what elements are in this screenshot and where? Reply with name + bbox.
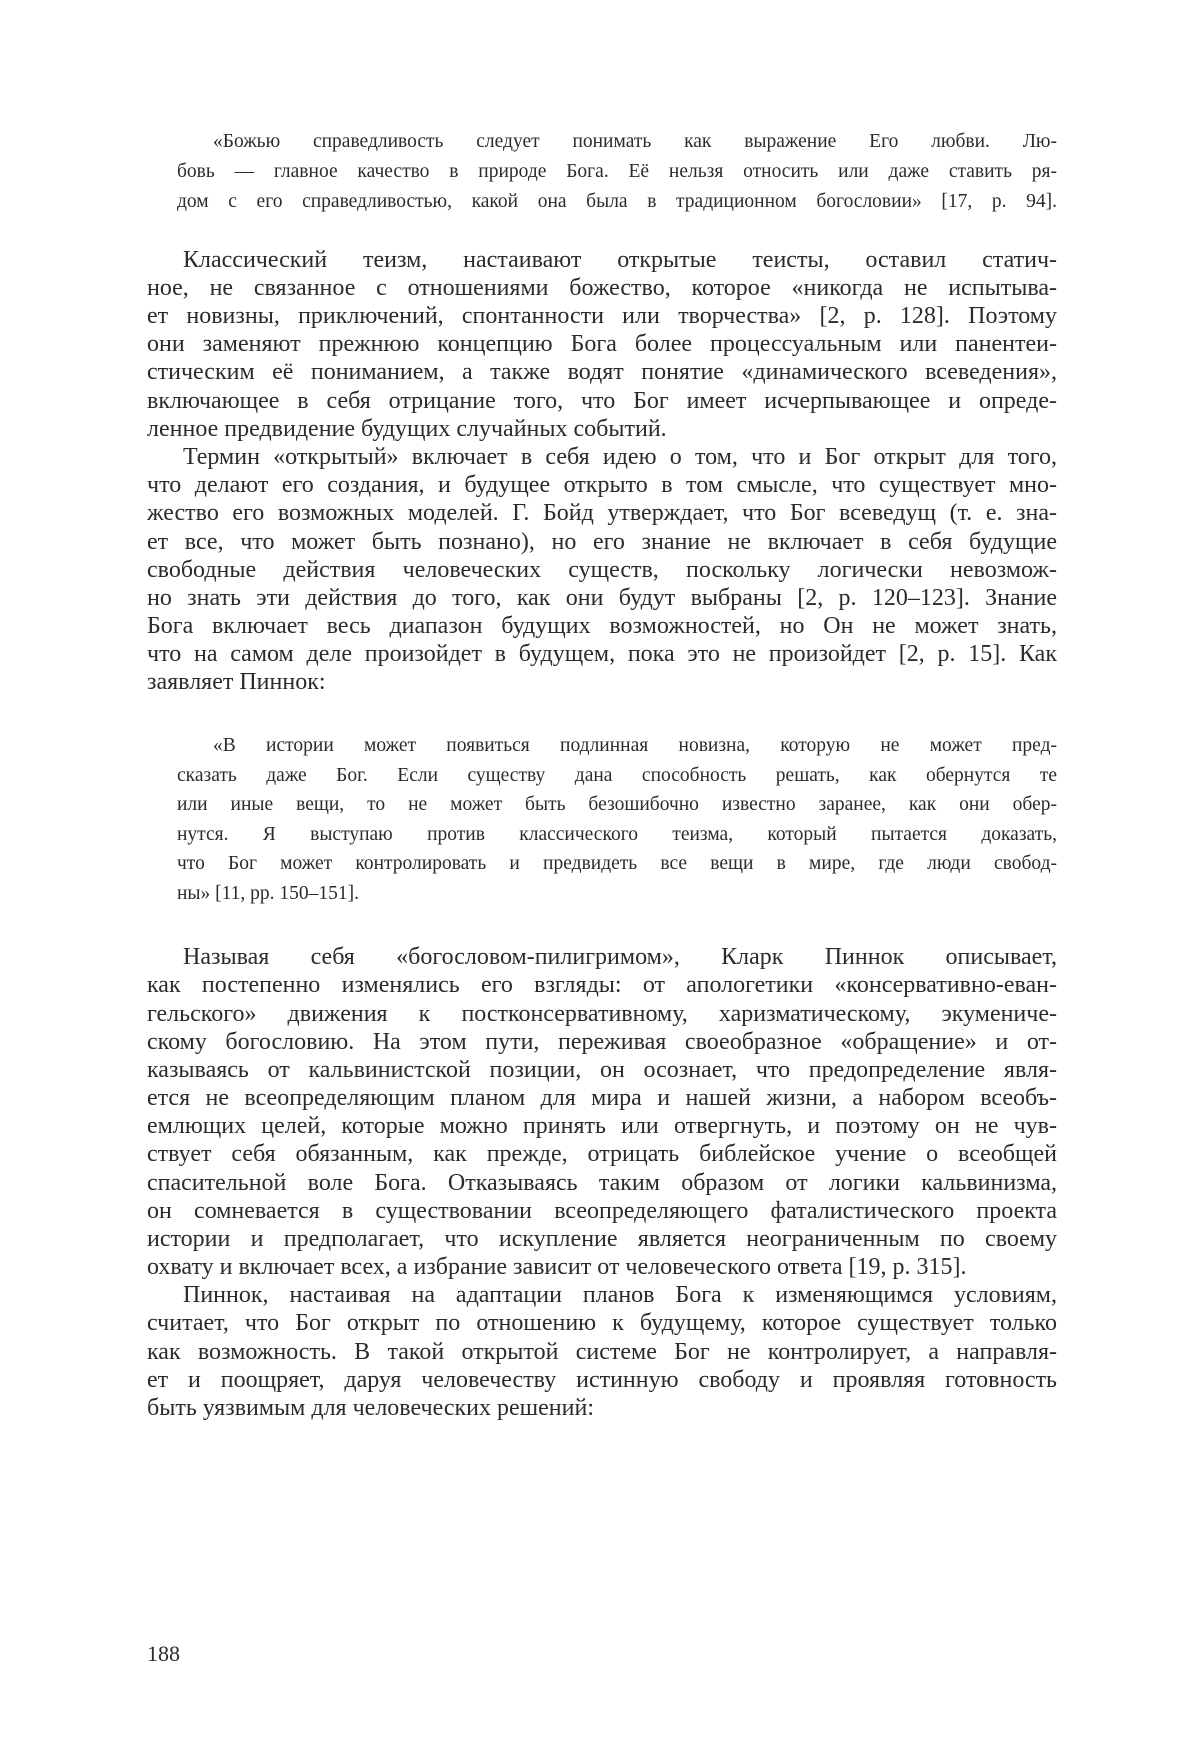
text-line: что на самом деле произойдет в будущем, пока это не произойдет [2, p. 15]. Как <box>147 641 1057 667</box>
text-line: истории и предполагает, что искупление является неограниченным по своему <box>147 1226 1057 1252</box>
quote-line: бовь — главное качество в природе Бога. Её нельзя относить или даже ставить ря- <box>177 161 1057 182</box>
text-line: охвату и включает всех, а избрание зависит от человеческого ответа [19, p. 315]. <box>147 1254 967 1280</box>
text-line: спасительной воле Бога. Отказываясь таким образом от логики кальвинизма, <box>147 1170 1057 1196</box>
quote-line: ны» [11, pp. 150–151]. <box>177 883 360 904</box>
quote-line: «В истории может появиться подлинная новизна, которую не может пред- <box>213 735 1057 756</box>
text-line: он сомневается в существовании всеопределяющего фаталистического проекта <box>147 1198 1057 1224</box>
quote-line: сказать даже Бог. Если существу дана способность решать, как обернутся те <box>177 765 1057 786</box>
text-line: включающее в себя отрицание того, что Бог имеет исчерпывающее и опреде- <box>147 388 1057 414</box>
text-line: ет и поощряет, даруя человечеству истинную свободу и проявляя готовность <box>147 1367 1057 1393</box>
text-line: ет все, что может быть познано), но его знание не включает в себя будущие <box>147 529 1057 555</box>
text-line: ствует себя обязанным, как прежде, отрицать библейское учение о всеобщей <box>147 1141 1057 1167</box>
text-line: ленное предвидение будущих случайных событий. <box>147 416 667 442</box>
quote-line: или иные вещи, то не может быть безошибочно известно заранее, как они обер- <box>177 794 1057 815</box>
text-line: что делают его создания, и будущее открыто в том смысле, что существует мно- <box>147 472 1057 498</box>
text-line: быть уязвимым для человеческих решений: <box>147 1395 594 1421</box>
text-line: Бога включает весь диапазон будущих возможностей, но Он не может знать, <box>147 613 1057 639</box>
text-line: гельского» движения к постконсервативному, харизматическому, экумениче- <box>147 1001 1057 1027</box>
text-line: они заменяют прежнюю концепцию Бога более процессуальным или панентеи- <box>147 331 1057 357</box>
text-line: ное, не связанное с отношениями божество, которое «никогда не испытыва- <box>147 275 1057 301</box>
text-line: стическим её пониманием, а также водят понятие «динамического всеведения», <box>147 359 1057 385</box>
text-line: Термин «открытый» включает в себя идею о том, что и Бог открыт для того, <box>183 444 1057 470</box>
text-line: емлющих целей, которые можно принять или отвергнуть, и поэтому он не чув- <box>147 1113 1057 1139</box>
text-line: Классический теизм, настаивают открытые теисты, оставил статич- <box>183 247 1057 273</box>
text-line: свободные действия человеческих существ, поскольку логически невозмож- <box>147 557 1057 583</box>
page-number: 188 <box>147 1641 180 1666</box>
text-line: Пиннок, настаивая на адаптации планов Бога к изменяющимся условиям, <box>183 1282 1057 1308</box>
text-line: Называя себя «богословом-пилигримом», Кларк Пиннок описывает, <box>183 944 1057 970</box>
quote-line: что Бог может контролировать и предвидеть все вещи в мире, где люди свобод- <box>177 853 1057 874</box>
quote-line: нутся. Я выступаю против классического теизма, который пытается доказать, <box>177 824 1057 845</box>
text-line: скому богословию. На этом пути, переживая своеобразное «обращение» и от- <box>147 1029 1057 1055</box>
text-line: заявляет Пиннок: <box>147 669 326 695</box>
quote-line: «Божью справедливость следует понимать как выражение Его любви. Лю- <box>213 131 1057 152</box>
text-line: жество его возможных моделей. Г. Бойд утверждает, что Бог всеведущ (т. е. зна- <box>147 500 1057 526</box>
text-line: казываясь от кальвинистской позиции, он осознает, что предопределение явля- <box>147 1057 1057 1083</box>
quote-line: дом с его справедливостью, какой она была в традиционном богословии» [17, p. 94]. <box>177 191 1057 212</box>
text-line: как возможность. В такой открытой системе Бог не контролирует, а направля- <box>147 1339 1057 1365</box>
text-line: как постепенно изменялись его взгляды: от апологетики «консервативно-еван- <box>147 972 1057 998</box>
text-line: ет новизны, приключений, спонтанности или творчества» [2, p. 128]. Поэтому <box>147 303 1057 329</box>
text-line: но знать эти действия до того, как они будут выбраны [2, p. 120–123]. Знание <box>147 585 1057 611</box>
text-line: считает, что Бог открыт по отношению к будущему, которое существует только <box>147 1310 1057 1336</box>
text-line: ется не всеопределяющим планом для мира и нашей жизни, а набором всеобъ- <box>147 1085 1057 1111</box>
